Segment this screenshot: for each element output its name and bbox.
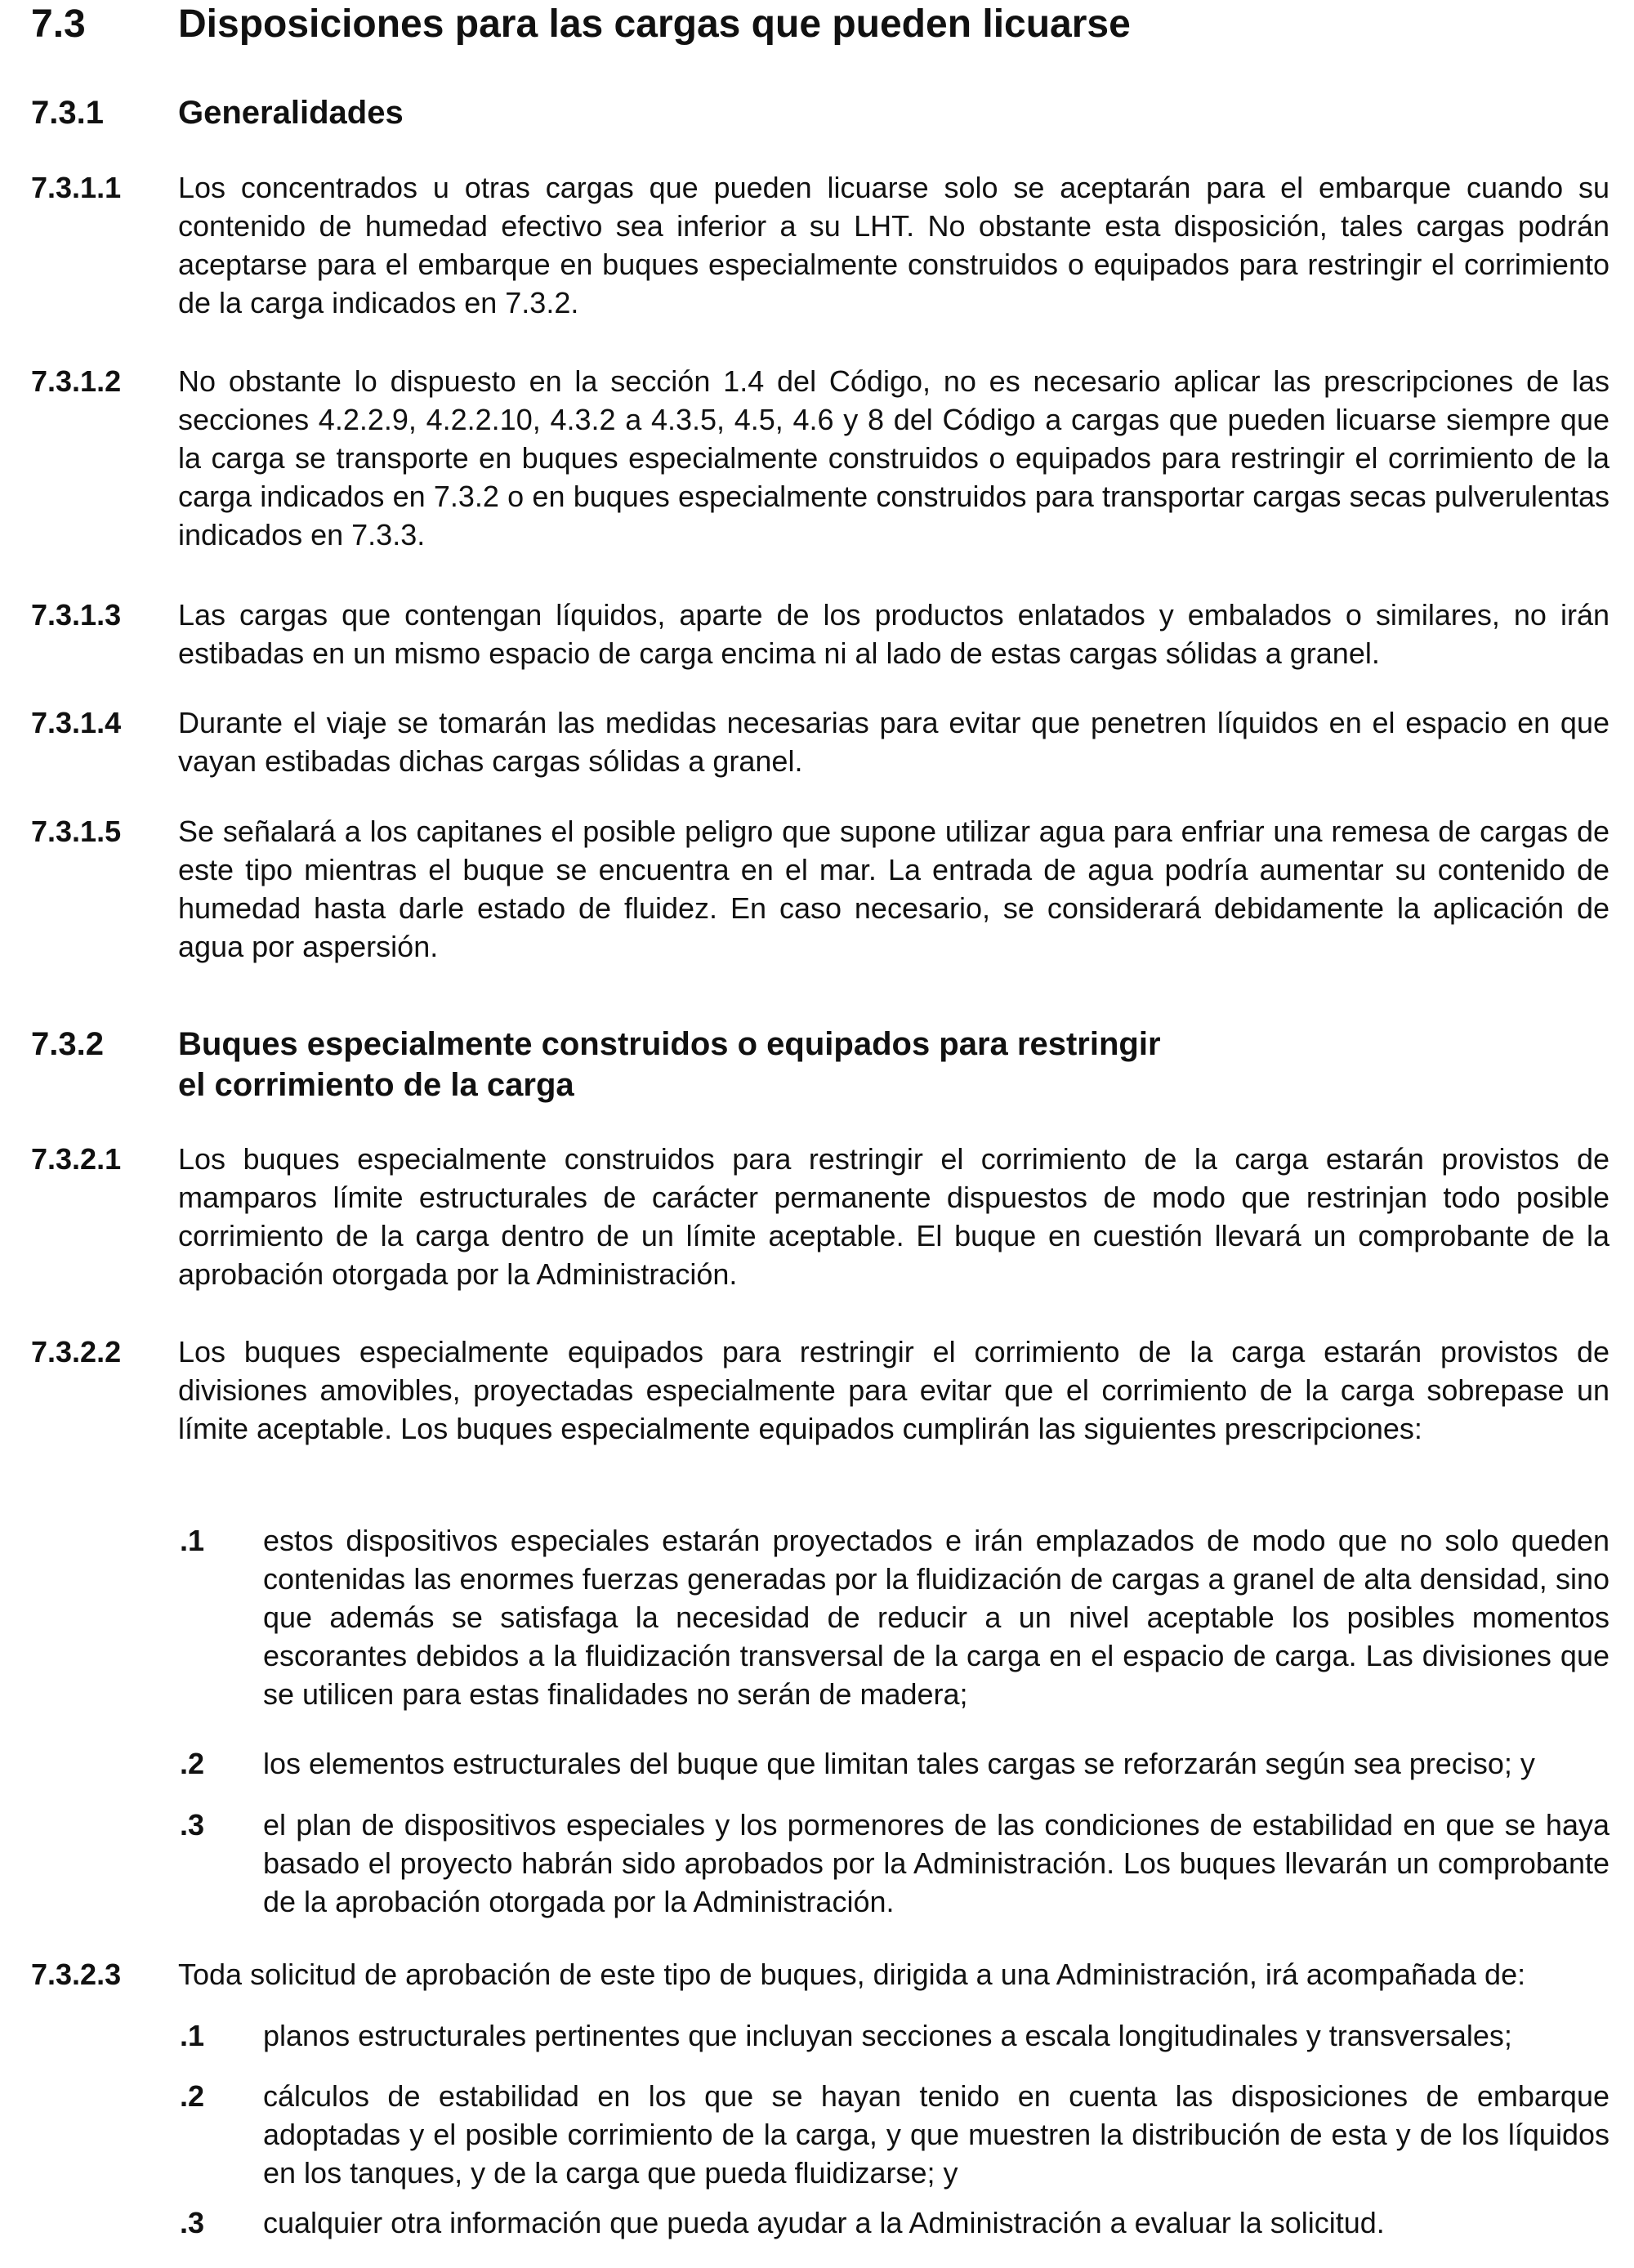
paragraph-text: Durante el viaje se tomarán las medidas necesarias para evitar que penetren líquidos en el espacio en que vayan estibadas dichas cargas sólidas a granel. (178, 706, 1609, 778)
list-item-marker: .2 (180, 1747, 205, 1780)
paragraph-text: Toda solicitud de aprobación de este tipo de buques, dirigida a una Administración, irá acompañada de: (178, 1958, 1526, 1991)
list-item-marker: .2 (180, 2079, 205, 2113)
subsection-title (178, 1024, 1609, 1105)
paragraph-number: 7.3.1.5 (31, 815, 122, 848)
paragraph-text: Los buques especialmente equipados para restringir el corrimiento de la carga estarán provistos de divisiones amovibles, proyectadas especialmente para evitar que el corrimiento de la carga sobrepase un límite aceptable. Los buques especialmente equipados cumplirán las siguientes prescripciones: (178, 1335, 1609, 1445)
list-item-marker: .1 (180, 1524, 205, 1557)
list-item-marker: .3 (180, 2206, 205, 2239)
paragraph-number: 7.3.1.4 (31, 706, 122, 739)
paragraph-text: Los concentrados u otras cargas que pueden licuarse solo se aceptarán para el embarque cuando su contenido de humedad efectivo sea inferior a su LHT. No obstante esta disposición, tales cargas podrán aceptarse para el embarque en buques especialmente construidos o equipados para restringir el corrimiento de la carga indicados en 7.3.2. (178, 171, 1609, 319)
subsection-number: 7.3.1 (31, 95, 104, 131)
list-item-text: cálculos de estabilidad en los que se hayan tenido en cuenta las disposiciones de embarque adoptadas y el posible corrimiento de la carga, y que muestren la distribución de esta y de los líquidos en los tanques, y de la carga que pueda fluidizarse; y (263, 2079, 1609, 2190)
list-item-text: los elementos estructurales del buque que limitan tales cargas se reforzarán según sea preciso; y (263, 1747, 1535, 1780)
subsection-title: Generalidades (178, 95, 404, 131)
paragraph-number: 7.3.1.1 (31, 171, 122, 204)
list-item-text: planos estructurales pertinentes que incluyan secciones a escala longitudinales y transversales; (263, 2019, 1512, 2052)
list-item-text: el plan de dispositivos especiales y los pormenores de las condiciones de estabilidad en que se haya basado el proyecto habrán sido aprobados por la Administración. Los buques llevarán un comprobante de la aprobación otorgada por la Administración. (263, 1808, 1609, 1918)
subsection-number: 7.3.2 (31, 1026, 104, 1062)
list-item-text: cualquier otra información que pueda ayudar a la Administración a evaluar la solicitud. (263, 2206, 1385, 2239)
subsection-title-line: el corrimiento de la carga (178, 1067, 574, 1103)
list-item-text: estos dispositivos especiales estarán proyectados e irán emplazados de modo que no solo queden contenidas las enormes fuerzas generadas por la fluidización de cargas a granel de alta densidad, sino que además se satisfaga la necesidad de reducir a un nivel aceptable los posibles momentos escorantes debidos a la fluidización transversal de la carga en el espacio de carga. Las divisiones que se utilicen para estas finalidades no serán de madera; (263, 1524, 1609, 1711)
paragraph-number: 7.3.2.1 (31, 1142, 122, 1176)
paragraph-number: 7.3.1.3 (31, 598, 122, 632)
paragraph-text: Se señalará a los capitanes el posible peligro que supone utilizar agua para enfriar una remesa de cargas de este tipo mientras el buque se encuentra en el mar. La entrada de agua podría aumentar su contenido de humedad hasta darle estado de fluidez. En caso necesario, se considerará debidamente la aplicación de agua por aspersión. (178, 815, 1609, 963)
paragraph-text: No obstante lo dispuesto en la sección 1.4 del Código, no es necesario aplicar las prescripciones de las secciones 4.2.2.9, 4.2.2.10, 4.3.2 a 4.3.5, 4.5, 4.6 y 8 del Código a cargas que pueden licuarse siempre que la carga se transporte en buques especialmente construidos o equipados para restringir el corrimiento de la carga indicados en 7.3.2 o en buques especialmente construidos para transportar cargas secas pulverulentas indicados en 7.3.3. (178, 364, 1609, 551)
list-item-marker: .1 (180, 2019, 205, 2052)
section-number: 7.3 (31, 2, 86, 46)
subsection-title-line: Buques especialmente construidos o equipados para restringir (178, 1026, 1161, 1062)
list-item-marker: .3 (180, 1808, 205, 1842)
section-title: Disposiciones para las cargas que pueden licuarse (178, 2, 1131, 46)
paragraph-text: Las cargas que contengan líquidos, aparte de los productos enlatados y embalados o similares, no irán estibadas en un mismo espacio de carga encima ni al lado de estas cargas sólidas a granel. (178, 598, 1609, 670)
paragraph-number: 7.3.2.3 (31, 1958, 122, 1991)
paragraph-number: 7.3.1.2 (31, 364, 122, 398)
paragraph-number: 7.3.2.2 (31, 1335, 122, 1368)
paragraph-text: Los buques especialmente construidos para restringir el corrimiento de la carga estarán provistos de mamparos límite estructurales de carácter permanente dispuestos de modo que restrinjan todo posible corrimiento de la carga dentro de un límite aceptable. El buque en cuestión llevará un comprobante de la aprobación otorgada por la Administración. (178, 1142, 1609, 1291)
